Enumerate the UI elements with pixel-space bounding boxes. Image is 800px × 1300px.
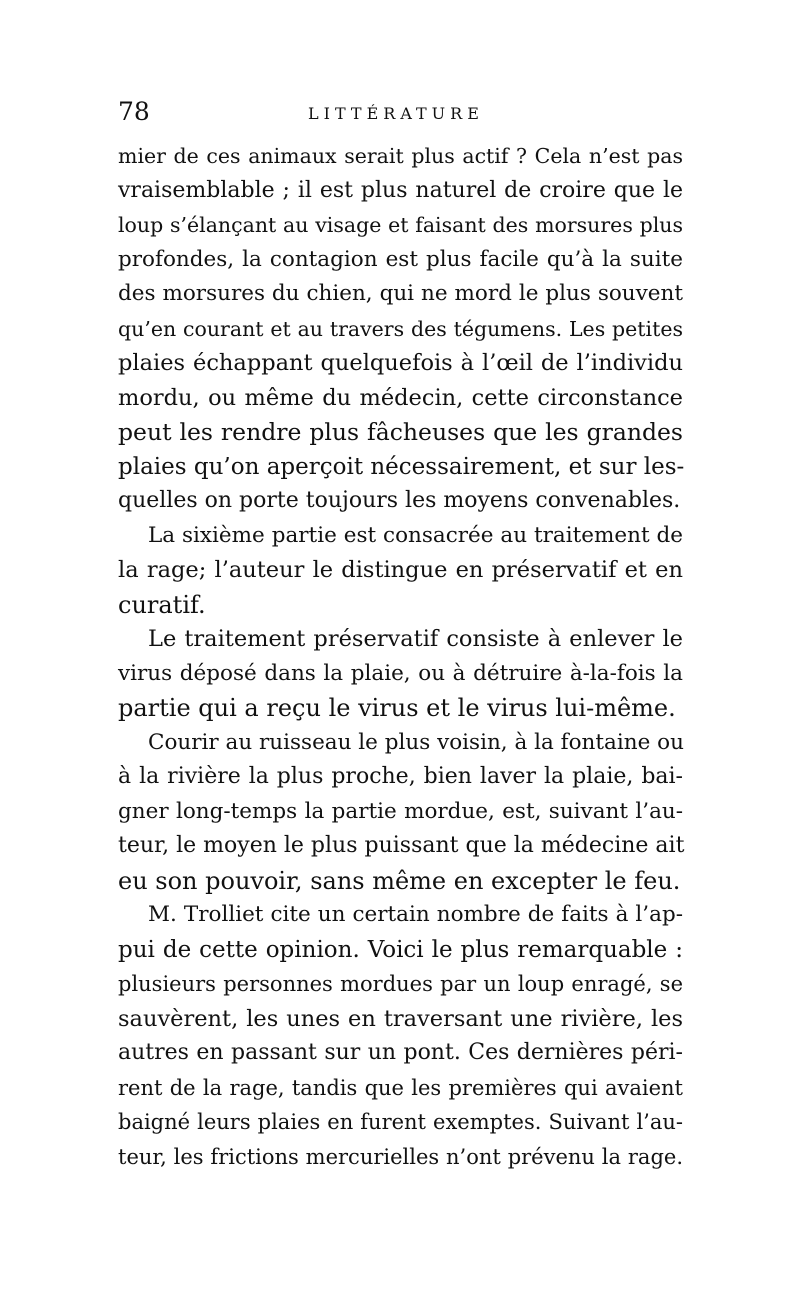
text-line: sauvèrent, les unes en traversant une rivière, les <box>118 1005 683 1032</box>
text-line: teur, le moyen le plus puissant que la médecine ait <box>118 833 685 858</box>
text-line: M. Trolliet cite un certain nombre de faits à l’ap- <box>148 902 683 927</box>
text-line: plusieurs personnes mordues par un loup enragé, se <box>118 972 683 996</box>
text-line: qu’en courant et au travers des tégumens. Les petites <box>118 316 683 341</box>
text-line: la rage; l’auteur le distingue en préservatif et en <box>118 557 683 583</box>
text-line: loup s’élançant au visage et faisant des morsures plus <box>118 213 683 237</box>
text-line: à la rivière la plus proche, bien laver la plaie, bai- <box>118 764 683 789</box>
text-line: plaies échappant quelquefois à l’œil de l’individu <box>118 350 683 376</box>
page-number: 78 <box>118 97 150 126</box>
text-line: curatif. <box>118 590 206 619</box>
text-line: gner long-temps la partie mordue, est, suivant l’au- <box>118 798 683 824</box>
text-line: mordu, ou même du médecin, cette circonstance <box>118 384 683 411</box>
text-line: plaies qu’on aperçoit nécessairement, et sur les- <box>118 453 685 480</box>
text-line: rent de la rage, tandis que les premières qui avaient <box>118 1075 683 1100</box>
text-line: profondes, la contagion est plus facile qu’à la suite <box>118 246 683 272</box>
text-line: Le traitement préservatif consiste à enlever le <box>148 626 683 652</box>
page-header <box>118 96 708 136</box>
text-line: La sixième partie est consacrée au traitement de <box>148 522 683 548</box>
text-line: pui de cette opinion. Voici le plus remarquable : <box>118 936 683 963</box>
running-head: LITTÉRATURE <box>308 104 484 123</box>
text-line: quelles on porte toujours les moyens convenables. <box>118 488 681 513</box>
text-line: virus déposé dans la plaie, ou à détruire à-la-fois la <box>118 660 683 686</box>
text-line: vraisemblable ; il est plus naturel de croire que le <box>118 177 683 203</box>
text-line: peut les rendre plus fâcheuses que les grandes <box>118 418 683 446</box>
body-text <box>118 139 683 1174</box>
text-line: eu son pouvoir, sans même en excepter le feu. <box>118 866 681 895</box>
text-line: autres en passant sur un pont. Ces dernières péri- <box>118 1040 683 1065</box>
text-line: partie qui a reçu le virus et le virus lui-même. <box>118 694 676 722</box>
text-line: teur, les frictions mercurielles n’ont prévenu la rage. <box>118 1144 683 1169</box>
text-line: mier de ces animaux serait plus actif ? Cela n’est pas <box>118 144 683 168</box>
text-line: des morsures du chien, qui ne mord le plus souvent <box>118 281 683 306</box>
text-line: Courir au ruisseau le plus voisin, à la fontaine ou <box>148 729 684 755</box>
text-line: baigné leurs plaies en furent exemptes. Suivant l’au- <box>118 1110 683 1134</box>
